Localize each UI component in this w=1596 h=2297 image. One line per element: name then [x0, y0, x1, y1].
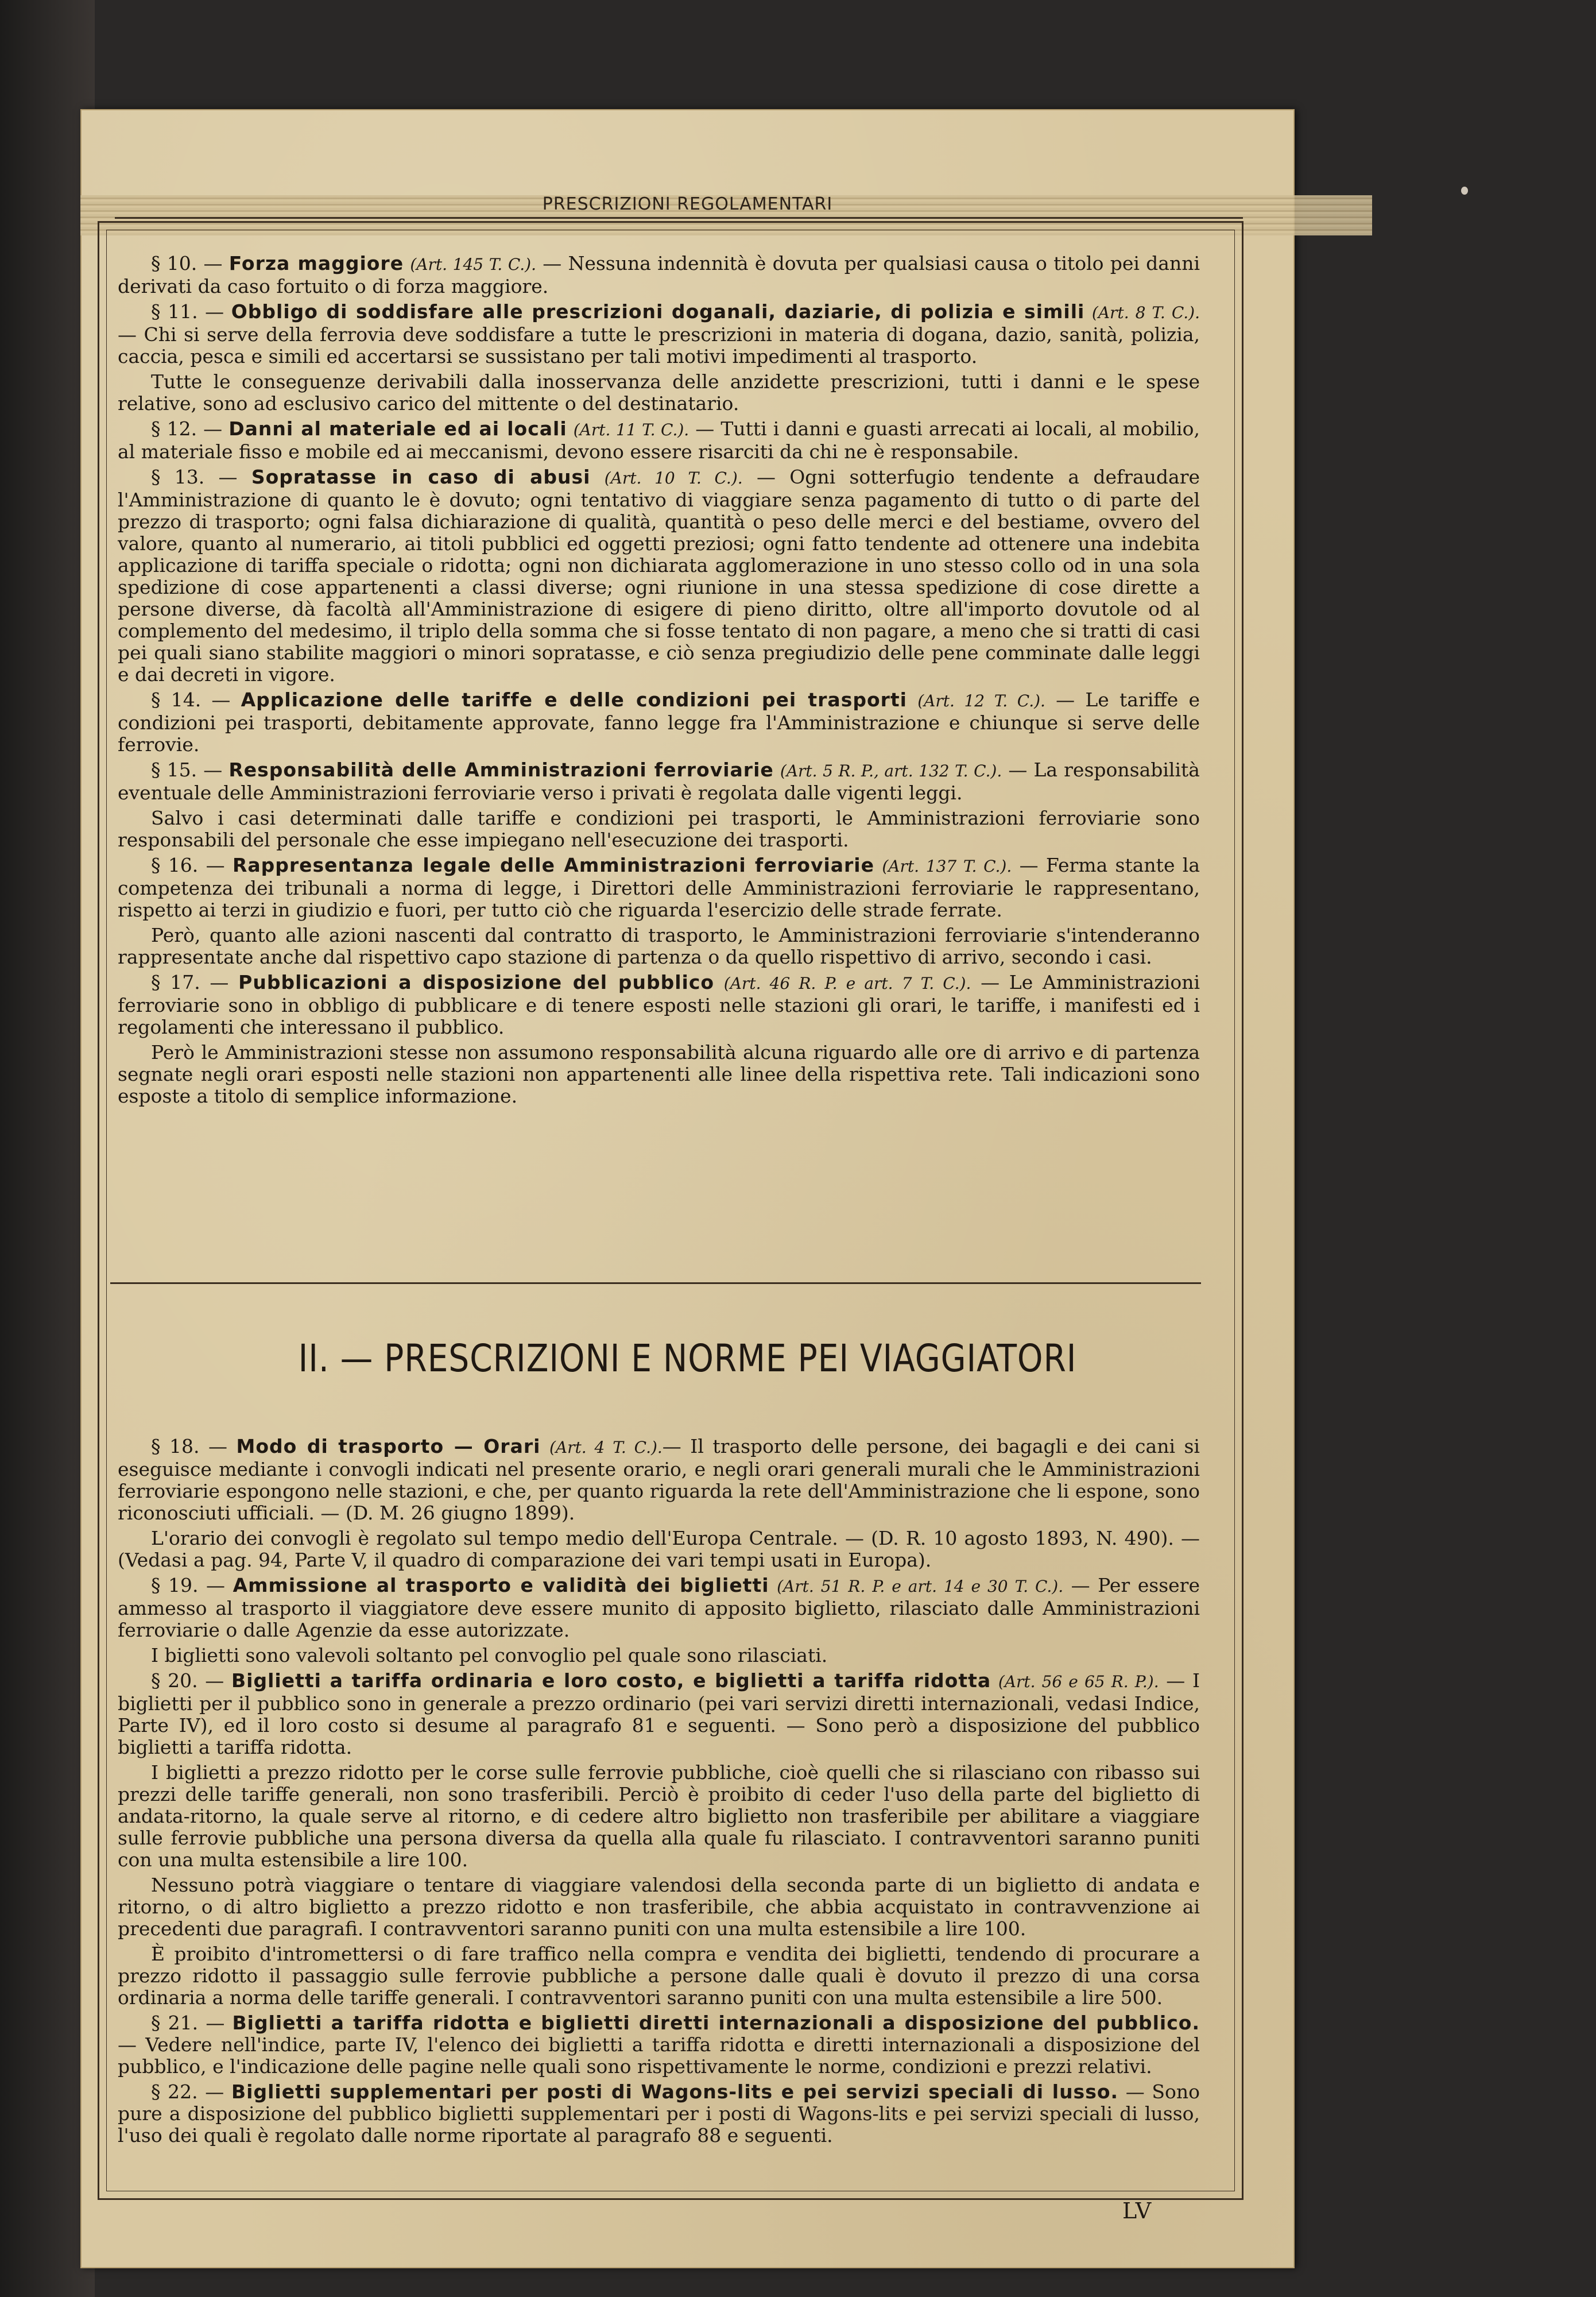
section-13: § 13. — Sopratasse in caso di abusi (Art. 10 T. C.). — Ogni sotterfugio tendente a defraudare l'Amministrazione di quanto le è dovuto; ogni tentativo di viaggiare senza pagamento di tutto o di parte del prezzo di trasporto; ogni falsa dichiarazione di qualità, quantità o peso delle merci e del bestiame, ovvero del valore, quanto al numerario, ai titoli pubblici ed oggetti preziosi; ogni fatto tendente ad ottenere una indebita applicazione di tariffa speciale o ridotta; ogni non dichiarata agglomerazione in uno stesso collo od in una sola spedizione di cose appartenenti a classi diverse; ogni riunione in una stessa spedizione di cose dirette a persone diverse, dà facoltà all'Amministrazione di esigere di pieno diritto, oltre all'importo dovutole od al complemento del medesimo, il triplo della somma che si fosse tentato di non pagare, a meno che si tratti di casi pei quali siano stabilite maggiori o minori sopratasse, e ciò senza pregiudizio delle pene comminate dalle leggi e dai decreti in vigore.	[118, 466, 1200, 686]
section-19-paragraph: I biglietti sono valevoli soltanto pel convoglio pel quale sono rilasciati.	[151, 1644, 828, 1666]
section-21: § 21. — Biglietti a tariffa ridotta e biglietti diretti internazionali a disposizione del pubblico. — Vedere nell'indice, parte IV, l'elenco dei biglietti a tariffa ridotta e diretti internazionali a disposizione del pubblico, e l'indicazione delle pagine nelle quali sono rispettivamente le norme, condizioni e prezzi relativi.	[118, 2012, 1200, 2078]
header-rule	[115, 217, 1243, 219]
section-10: § 10. — Forza maggiore (Art. 145 T. C.). — Nessuna indennità è dovuta per qualsiasi causa o titolo pei danni derivati da caso fortuito o di forza maggiore.	[118, 252, 1200, 297]
section-11-paragraph: Tutte le conseguenze derivabili dalla inosservanza delle anzidette prescrizioni, tutti i danni e le spese relative, sono ad esclusivo carico del mittente o del destinatario.	[118, 370, 1200, 415]
part-two-content	[118, 1436, 1200, 2150]
part-one-content	[118, 253, 1200, 1111]
page-number: LV	[1122, 2198, 1153, 2223]
section-22: § 22. — Biglietti supplementari per posti di Wagons-lits e pei servizi speciali di lusso. — Sono pure a disposizione del pubblico biglietti supplementari per i posti di Wagons-lits e pei servizi speciali di lusso, l'uso dei quali è regolato dalle norme riportate al paragrafo 88 e seguenti.	[118, 2081, 1200, 2147]
section-divider	[110, 1282, 1201, 1284]
section-17: § 17. — Pubblicazioni a disposizione del pubblico (Art. 46 R. P. e art. 7 T. C.). — Le Amministrazioni ferroviarie sono in obbligo di pubblicare e di tenere esposti nelle stazioni gli orari, le tariffe, i manifesti ed i regolamenti che interessano il pubblico.	[118, 971, 1200, 1038]
section-17-paragraph: Però le Amministrazioni stesse non assumono responsabilità alcuna riguardo alle ore di arrivo e di partenza segnate negli orari esposti nelle stazioni non appartenenti alle linee della rispettiva rete. Tali indicazioni sono esposte a titolo di semplice informazione.	[118, 1041, 1200, 1107]
section-16: § 16. — Rappresentanza legale delle Amministrazioni ferroviarie (Art. 137 T. C.). — Ferma stante la competenza dei tribunali a norma di legge, i Direttori delle Amministrazioni ferroviarie le rappresentano, rispetto ai terzi in giudizio e fuori, per tutto ciò che riguarda l'esercizio delle strade ferrate.	[118, 854, 1200, 921]
chapter-title: II. — PRESCRIZIONI E NORME PEI VIAGGIATORI	[298, 1336, 1077, 1380]
section-15-paragraph: Salvo i casi determinati dalle tariffe e condizioni pei trasporti, le Amministrazioni ferroviarie sono responsabili del personale che esse impiegano nell'esecuzione dei trasporti.	[118, 807, 1200, 851]
section-18-paragraph: L'orario dei convogli è regolato sul tempo medio dell'Europa Centrale. — (D. R. 10 agosto 1893, N. 490). — (Vedasi a pag. 94, Parte V, il quadro di comparazione dei vari tempi usati in Europa).	[118, 1527, 1200, 1571]
section-20: § 20. — Biglietti a tariffa ordinaria e loro costo, e biglietti a tariffa ridotta (Art. 56 e 65 R. P.). — I biglietti per il pubblico sono in generale a prezzo ordinario (pei vari servizi diretti internazionali, vedasi Indice, Parte IV), ed il loro costo si desume al paragrafo 81 e seguenti. — Sono però a disposizione del pubblico biglietti a tariffa ridotta.	[118, 1669, 1200, 1758]
section-16-paragraph: Però, quanto alle azioni nascenti dal contratto di trasporto, le Amministrazioni ferroviarie s'intenderanno rappresentate anche dal rispettivo capo stazione di partenza o da quello rispettivo di arrivo, secondo i casi.	[118, 924, 1200, 968]
document-page	[80, 109, 1295, 2268]
section-19: § 19. — Ammissione al trasporto e validità dei biglietti (Art. 51 R. P. e art. 14 e 30 T. C.). — Per essere ammesso al trasporto il viaggiatore deve essere munito di apposito biglietto, rilasciato dalle Amministrazioni ferroviarie o dalle Agenzie da esse autorizzate.	[118, 1574, 1200, 1641]
section-12: § 12. — Danni al materiale ed ai locali (Art. 11 T. C.). — Tutti i danni e guasti arrecati ai locali, al mobilio, al materiale fisso e mobile ed ai meccanismi, devono essere risarciti da chi ne è responsabile.	[118, 417, 1200, 463]
dust-speck	[1461, 187, 1468, 195]
section-15: § 15. — Responsabilità delle Amministrazioni ferroviarie (Art. 5 R. P., art. 132 T. C.). — La responsabilità eventuale delle Amministrazioni ferroviarie verso i privati è regolata dalle vigenti leggi.	[118, 759, 1200, 804]
running-head: PRESCRIZIONI REGOLAMENTARI	[542, 194, 833, 214]
section-14: § 14. — Applicazione delle tariffe e delle condizioni pei trasporti (Art. 12 T. C.). — Le tariffe e condizioni pei trasporti, debitamente approvate, fanno legge fra l'Amministrazione e chiunque si serve delle ferrovie.	[118, 689, 1200, 756]
section-20-paragraph-2: Nessuno potrà viaggiare o tentare di viaggiare valendosi della seconda parte di un biglietto di andata e ritorno, o di altro biglietto a prezzo ridotto e non trasferibile, che abbia acquistato in contravvenzione ai precedenti due paragrafi. I contravventori saranno puniti con una multa estensibile a lire 100.	[118, 1874, 1200, 1940]
section-11: § 11. — Obbligo di soddisfare alle prescrizioni doganali, daziarie, di polizia e simili (Art. 8 T. C.). — Chi si serve della ferrovia deve soddisfare a tutte le prescrizioni in materia di dogana, dazio, sanità, polizia, caccia, pesca e simili ed accertarsi se sussistano per tali motivi impedimenti al trasporto.	[118, 300, 1200, 368]
section-20-paragraph-1: I biglietti a prezzo ridotto per le corse sulle ferrovie pubbliche, cioè quelli che si rilasciano con ribasso sui prezzi delle tariffe generali, non sono trasferibili. Perciò è proibito di ceder l'uso della parte del biglietto di andata-ritorno, la quale serve al ritorno, e di cedere altro biglietto non trasferibile per abilitare a viaggiare sulle ferrovie pubbliche una persona diversa da quella alla quale fu rilasciato. I contravventori saranno puniti con una multa estensibile a lire 100.	[118, 1761, 1200, 1871]
section-20-paragraph-3: È proibito d'intromettersi o di fare traffico nella compra e vendita dei biglietti, tendendo di procurare a prezzo ridotto il passaggio sulle ferrovie pubbliche a persone dalle quali è dovuto il prezzo di una corsa ordinaria a norma delle tariffe generali. I contravventori saranno puniti con una multa estensibile a lire 500.	[118, 1943, 1200, 2009]
section-18: § 18. — Modo di trasporto — Orari (Art. 4 T. C.).— Il trasporto delle persone, dei bagagli e dei cani si eseguisce mediante i convogli indicati nel presente orario, e negli orari generali murali che le Amministrazioni ferroviarie espongono nelle stazioni, e che, per quanto riguarda la rete dell'Amministrazione che li espone, sono riconosciuti ufficiali. — (D. M. 26 giugno 1899).	[118, 1435, 1200, 1524]
